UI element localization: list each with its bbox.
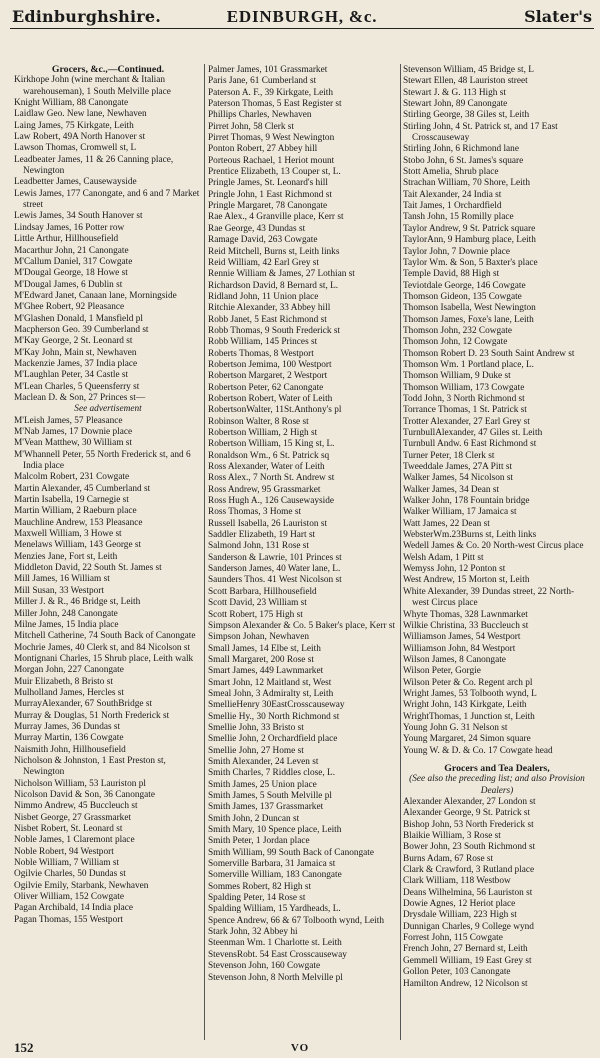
directory-entry: Paterson Thomas, 5 East Register st	[208, 99, 342, 110]
directory-entry: Laidlaw Geo. New lane, Newhaven	[14, 109, 147, 120]
directory-entry: Walker John, 178 Fountain bridge	[403, 496, 530, 507]
directory-entry: Walker William, 17 Jamaica st	[403, 507, 517, 518]
directory-entry: Mitchell Catherine, 74 South Back of Canongate	[14, 631, 196, 642]
directory-entry: Alexander Alexander, 27 London st	[403, 797, 536, 807]
directory-entry: Muir Elizabeth, 8 Bristo st	[14, 676, 113, 687]
directory-entry: Wedell James & Co. 20 North-west Circus place	[403, 541, 584, 552]
directory-entry: M'Kay John, Main st, Newhaven	[14, 347, 137, 358]
printer-signature: VO	[290, 1042, 310, 1054]
directory-entry: Thomson John, 12 Cowgate	[403, 337, 508, 348]
directory-entry: Mill Susan, 33 Westport	[14, 585, 104, 596]
directory-entry: Lewis James, 34 South Hanover st	[14, 211, 143, 222]
directory-entry: Thomson William, 9 Duke st	[403, 371, 511, 382]
directory-entry: Thomson John, 232 Cowgate	[403, 325, 512, 336]
directory-entry: Ogilvie Charles, 50 Dundas st	[14, 869, 126, 880]
directory-entry: Scott David, 23 William st	[208, 598, 307, 609]
directory-entry: Small Margaret, 200 Rose st	[208, 654, 314, 665]
directory-entry: Smith Charles, 7 Riddles close, L.	[208, 768, 336, 779]
directory-column-2	[208, 65, 398, 1043]
directory-entry: Wilkie Christina, 33 Buccleuch st	[403, 620, 529, 631]
directory-entry: Torrance Thomas, 1 St. Patrick st	[403, 405, 527, 416]
directory-entry: Stark John, 32 Abbey hi	[208, 927, 298, 938]
directory-entry: Spence Andrew, 66 & 67 Tolbooth wynd, Leith	[208, 915, 384, 926]
directory-entry: Thomson Gideon, 135 Cowgate	[403, 291, 522, 302]
directory-entry: Pringle James, St. Leonard's hill	[208, 178, 328, 189]
directory-entry: Martin Alexander, 45 Cumberland st	[14, 483, 151, 494]
directory-entry: Somerville Barbara, 31 Jamaica st	[208, 859, 336, 870]
directory-entry: Sanderson James, 40 Water lane, L.	[208, 564, 341, 575]
directory-entry: Naismith John, Hillhousefield	[14, 744, 126, 755]
directory-entry: Stevenson John, 8 North Melville pl	[208, 972, 343, 983]
directory-entry: Wilson Peter, Gorgie	[403, 666, 481, 677]
directory-entry: Murray Martin, 136 Cowgate	[14, 733, 124, 744]
directory-entry: Smith Peter, 1 Jordan place	[208, 836, 310, 847]
directory-entry: Smith James, 5 South Melville pl	[208, 791, 332, 801]
directory-entry: SmellieHenry 30EastCrosscauseway	[208, 700, 345, 711]
directory-entry: Todd John, 3 North Richmond st	[403, 393, 525, 404]
directory-entry: Montignani Charles, 15 Shrub place, Leith walk	[14, 653, 194, 664]
directory-entry: Miller John, 248 Canongate	[14, 608, 118, 619]
directory-entry: Dunnigan Charles, 9 College wynd	[403, 921, 534, 932]
directory-entry: Nisbet George, 27 Grassmarket	[14, 812, 132, 823]
directory-entry: Robinson Walter, 8 Rose st	[208, 416, 309, 427]
directory-entry: Small James, 14 Elbe st, Leith	[208, 643, 321, 654]
directory-entry: Simpson Johan, Newhaven	[208, 632, 309, 643]
directory-entry: Ogilvie Emily, Starbank, Newhaven	[14, 880, 149, 891]
directory-entry: Paris Jane, 61 Cumberland st	[208, 76, 317, 87]
directory-entry: Milne James, 15 India place	[14, 619, 119, 630]
column-rule	[400, 64, 401, 1040]
directory-entry: Robertson Robert, Water of Leith	[208, 393, 333, 404]
directory-entry: Thomson Wm. 1 Portland place, L.	[403, 359, 534, 370]
directory-entry: M'Leish James, 57 Pleasance	[14, 415, 123, 426]
directory-entry: Middleton David, 22 South St. James st	[14, 563, 162, 574]
directory-entry: Strachan William, 70 Shore, Leith	[403, 178, 531, 189]
directory-entry: TurnbullAlexander, 47 Giles st. Leith	[403, 428, 543, 438]
directory-entry: Robertson Jemima, 100 Westport	[208, 359, 332, 370]
directory-entry: Williamson John, 84 Westport	[403, 643, 516, 654]
directory-entry: M'Vean Matthew, 30 William st	[14, 438, 133, 449]
directory-entry: Smellie John, 33 Bristo st	[208, 722, 304, 733]
directory-entry: Noble Robert, 94 Westport	[14, 846, 114, 857]
directory-entry: Lewis James, 177 Canongate, and 6 and 7 Market street	[14, 188, 200, 211]
directory-entry: Mulholland James, Hercles st	[14, 687, 124, 698]
directory-entry: Malcolm Robert, 231 Cowgate	[14, 472, 130, 483]
directory-entry: Thomson Isabella, West Newington	[403, 303, 536, 314]
page-header	[10, 4, 594, 29]
directory-entry: Smeal John, 3 Admiralty st, Leith	[208, 688, 334, 699]
directory-entry: White Alexander, 39 Dundas street, 22 North-west Circus place	[403, 586, 575, 609]
directory-entry: Wright James, 53 Tolbooth wynd, L	[403, 688, 537, 699]
directory-entry: Leadbeater James, 11 & 26 Canning place, Newington	[14, 154, 174, 177]
directory-entry: Nimmo Andrew, 45 Buccleuch st	[14, 801, 138, 812]
directory-entry: Kirkhope John (wine merchant & Italian warehouseman), 1 South Melville place	[14, 75, 171, 97]
directory-entry: Stevenson William, 45 Bridge st, L	[403, 65, 534, 75]
directory-entry: Smith William, 99 South Back of Canongate	[208, 847, 375, 858]
directory-entry: M'Ghee Robert, 92 Pleasance	[14, 302, 125, 313]
directory-entry: Laing James, 75 Kirkgate, Leith	[14, 120, 134, 131]
directory-entry: M'Lean Charles, 5 Queensferry st	[14, 381, 140, 392]
directory-entry: Thomson Robert D. 23 South Saint Andrew st	[403, 348, 575, 359]
directory-column-3	[403, 65, 591, 1043]
directory-entry: Palmer James, 101 Grassmarket	[208, 65, 328, 75]
section-note: (See also the preceding list; and also Provision Dealers)	[409, 774, 585, 796]
directory-entry: Ramage David, 263 Cowgate	[208, 235, 318, 246]
directory-entry: Morgan John, 227 Canongate	[14, 665, 124, 676]
directory-entry: Robb Janet, 5 East Richmond st	[208, 314, 327, 325]
directory-entry: Stevenson John, 160 Cowgate	[208, 961, 321, 972]
directory-entry: Thomson James, Foxe's lane, Leith	[403, 314, 534, 325]
directory-entry: Smith James, 25 Union place	[208, 779, 317, 790]
directory-entry: WebsterWm.23Burns st, Leith links	[403, 530, 537, 541]
directory-entry: Maxwell William, 3 Howe st	[14, 529, 122, 540]
directory-entry: Taylor John, 7 Downie place	[403, 246, 511, 257]
directory-entry: Alexander George, 9 St. Patrick st	[403, 808, 531, 819]
directory-entry: Pagan Archibald, 14 India place	[14, 903, 134, 914]
directory-entry: West Andrew, 15 Morton st, Leith	[403, 575, 530, 586]
section-title: Grocers, &c.,—Continued.	[51, 64, 165, 75]
directory-entry: Turnbull Andw. 6 East Richmond st	[403, 439, 537, 450]
directory-entry: Scott Barbara, Hillhousefield	[208, 586, 317, 597]
directory-entry: Nicolson David & Son, 36 Canongate	[14, 790, 155, 800]
directory-entry: Smith Alexander, 24 Leven st	[208, 756, 319, 767]
directory-entry: Young W. & D. & Co. 17 Cowgate head	[403, 745, 553, 756]
directory-entry: Leadbetter James, Causewayside	[14, 177, 137, 188]
directory-entry: Saunders Thos. 41 West Nicolson st	[208, 575, 342, 586]
directory-entry: Taylor Wm. & Son, 5 Baxter's place	[403, 257, 538, 268]
column-rule	[204, 64, 205, 1040]
directory-entry: Miller J. & R., 46 Bridge st, Leith	[14, 597, 141, 608]
advertisement-note: See advertisement	[74, 404, 142, 415]
directory-entry: Ross Alex., 7 North St. Andrew st	[208, 473, 335, 484]
county-heading: Edinburghshire.	[12, 7, 162, 26]
directory-entry: Watt James, 22 Dean st	[403, 518, 490, 529]
directory-entry: Mackenzie James, 37 India place	[14, 358, 138, 369]
directory-entry: Rae George, 43 Dundas st	[208, 223, 306, 234]
directory-entry: Rennie William & James, 27 Lothian st	[208, 269, 355, 280]
directory-entry: Spalding William, 15 Yardheads, L.	[208, 904, 341, 915]
directory-entry: Knight William, 88 Canongate	[14, 98, 129, 109]
directory-entry: Murray & Douglas, 51 North Frederick st	[14, 710, 170, 721]
page-number: 152	[14, 1040, 34, 1055]
directory-entry: Robertson Peter, 62 Canongate	[208, 382, 324, 393]
directory-column-1	[14, 64, 202, 1042]
directory-entry: Gollon Peter, 103 Canongate	[403, 967, 511, 978]
directory-entry: M'Nab James, 17 Downie place	[14, 427, 133, 437]
directory-entry: Phillips Charles, Newhaven	[208, 110, 312, 121]
directory-entry: Steenman Wm. 1 Charlotte st. Leith	[208, 938, 342, 949]
directory-entry: Maclean D. & Son, 27 Princes st—	[14, 392, 146, 403]
directory-entry: Tweeddale James, 27A Pitt st	[403, 462, 513, 473]
directory-entry: Martin William, 2 Raeburn place	[14, 506, 137, 517]
directory-entry: Russell Isabella, 26 Lauriston st	[208, 518, 328, 529]
directory-entry: Pringle John, 1 East Richmond st	[208, 189, 332, 200]
directory-entry: Macarthur John, 21 Canongate	[14, 245, 129, 256]
directory-entry: Ross Andrew, 95 Grassmarket	[208, 484, 321, 495]
directory-entry: Martin Isabella, 19 Carnegie st	[14, 495, 129, 506]
directory-entry: Smellie John, 27 Home st	[208, 745, 304, 756]
directory-entry: Turner Peter, 18 Clerk st	[403, 450, 495, 461]
directory-entry: Hamilton Andrew, 12 Nicolson st	[403, 978, 528, 989]
directory-entry: M'Kay George, 2 St. Leonard st	[14, 336, 133, 347]
directory-entry: Robb William, 145 Princes st	[208, 337, 318, 348]
directory-entry: Wright John, 143 Kirkgate, Leith	[403, 700, 527, 711]
directory-entry: Robb Thomas, 9 South Frederick st	[208, 325, 341, 336]
directory-entry: Sanderson & Lawrie, 101 Princes st	[208, 552, 342, 563]
directory-entry: Welsh Adam, 1 Pitt st	[403, 552, 484, 563]
directory-entry: Wemyss John, 12 Ponton st	[403, 564, 506, 575]
publisher-heading: Slater's	[524, 7, 592, 26]
directory-entry: Ponton Robert, 27 Abbey hill	[208, 144, 318, 155]
directory-entry: Sommes Robert, 82 High st	[208, 881, 312, 892]
directory-entry: Rae Alex., 4 Granville place, Kerr st	[208, 212, 344, 223]
directory-entry: M'Whannell Peter, 55 North Frederick st, and 6 India place	[14, 449, 191, 472]
directory-entry: Stirling John, 4 St. Patrick st, and 17 East Crosscauseway	[403, 121, 558, 144]
directory-entry: Pirret John, 58 Clerk st	[208, 121, 294, 132]
directory-entry: Prentice Elizabeth, 13 Couper st, L.	[208, 167, 341, 178]
directory-entry: Robertson William, 15 King st, L.	[208, 439, 335, 450]
directory-entry: French John, 27 Bernard st, Leith	[403, 944, 528, 955]
directory-entry: Tait Alexander, 24 India st	[403, 189, 502, 200]
directory-entry: Dowie Agnes, 12 Heriot place	[403, 899, 516, 910]
directory-entry: Stobo John, 6 St. James's square	[403, 155, 524, 166]
directory-entry: Smellie John, 2 Orchardfield place	[208, 734, 338, 745]
directory-entry: Lindsay James, 16 Potter row	[14, 222, 125, 233]
directory-entry: Deans Wilhelmina, 56 Lauriston st	[403, 887, 533, 898]
directory-entry: Smith John, 2 Duncan st	[208, 813, 300, 824]
directory-entry: Lawson Thomas, Cromwell st, L	[14, 143, 137, 154]
directory-entry: Teviotdale George, 146 Cowgate	[403, 280, 526, 291]
directory-entry: Taylor Andrew, 9 St. Patrick square	[403, 223, 536, 234]
directory-entry: Stirling George, 38 Giles st, Leith	[403, 110, 530, 121]
directory-entry: Murray James, 36 Dundas st	[14, 721, 121, 732]
directory-entry: Ross Alexander, Water of Leith	[208, 462, 325, 473]
directory-entry: Smith James, 137 Grassmarket	[208, 802, 324, 813]
directory-entry: Temple David, 88 High st	[403, 269, 500, 280]
directory-entry: Somerville William, 183 Canongate	[208, 870, 342, 881]
directory-entry: Smart John, 12 Maitland st, West	[208, 677, 332, 688]
directory-entry: Wilson Peter & Co. Regent arch pl	[403, 677, 533, 688]
directory-entry: Saddler Elizabeth, 19 Hart st	[208, 530, 316, 541]
directory-entry: Robertson Margaret, 2 Westport	[208, 371, 328, 382]
directory-entry: Reid Mitchell, Burns st, Leith links	[208, 246, 340, 257]
directory-entry: Stewart John, 89 Canongate	[403, 99, 508, 110]
directory-entry: Salmond John, 131 Rose st	[208, 541, 309, 552]
directory-entry: Clark & Crawford, 3 Rutland place	[403, 865, 535, 876]
directory-entry: Stewart Ellen, 48 Lauriston street	[403, 76, 528, 87]
directory-entry: M'Dougal James, 6 Dublin st	[14, 279, 123, 290]
directory-entry: Tait James, 1 Orchardfield	[403, 201, 502, 212]
directory-entry: Young Margaret, 24 Simon square	[403, 734, 531, 745]
directory-entry: Williamson James, 54 Westport	[403, 632, 521, 643]
section-title: Grocers and Tea Dealers,	[444, 762, 550, 774]
directory-entry: Ritchie Alexander, 33 Abbey hill	[208, 303, 331, 314]
directory-entry: Gemmell William, 19 East Grey st	[403, 955, 532, 966]
directory-entry: Pagan Thomas, 155 Westport	[14, 914, 123, 925]
directory-entry: Menelaws William, 143 George st	[14, 540, 142, 551]
directory-entry: Young John G. 31 Nelson st	[403, 722, 508, 733]
directory-entry: Trotter Alexander, 27 Earl Grey st	[403, 416, 530, 427]
directory-entry: Robertson William, 2 High st	[208, 428, 318, 438]
directory-entry: Blaikie William, 3 Rose st	[403, 831, 501, 842]
directory-entry: Walker James, 54 Nicolson st	[403, 473, 514, 484]
directory-entry: Noble William, 7 William st	[14, 858, 120, 869]
directory-entry: Nicholson & Johnston, 1 East Preston st, Newington	[14, 755, 166, 778]
directory-entry: Menzies Jane, Fort st, Leith	[14, 551, 118, 562]
directory-entry: Stewart J. & G. 113 High st	[403, 87, 506, 98]
directory-entry: Burns Adam, 67 Rose st	[403, 853, 494, 864]
directory-entry: Bower John, 23 South Richmond st	[403, 842, 536, 853]
directory-entry: Mill James, 16 William st	[14, 574, 110, 585]
directory-entry: Porteous Rachael, 1 Heriot mount	[208, 155, 335, 166]
directory-entry: Mauchline Andrew, 153 Pleasance	[14, 517, 143, 528]
directory-entry: Oliver William, 152 Cowgate	[14, 892, 124, 903]
directory-entry: M'Callum Daniel, 317 Cowgate	[14, 256, 133, 267]
directory-entry: Whyte Thomas, 328 Lawnmarket	[403, 609, 528, 620]
directory-entry: MurrayAlexander, 67 SouthBridge st	[14, 699, 153, 710]
town-heading: EDINBURGH, &c.	[226, 7, 378, 26]
directory-entry: Ridland John, 11 Union place	[208, 291, 319, 302]
directory-entry: Smart James, 449 Lawnmarket	[208, 666, 324, 677]
directory-entry: Richardson David, 8 Bernard st, L.	[208, 280, 339, 291]
directory-entry: Smith Mary, 10 Spence place, Leith	[208, 825, 342, 836]
directory-entry: Thomson William, 173 Cowgate	[403, 382, 525, 393]
directory-entry: Law Robert, 49A North Hanover st	[14, 132, 146, 143]
directory-entry: Pringle Margaret, 78 Canongate	[208, 201, 328, 212]
directory-entry: M'Glashen Donald, 1 Mansfield pl	[14, 313, 143, 324]
directory-entry: Little Arthur, Hillhousefield	[14, 234, 119, 245]
directory-entry: Stirling John, 6 Richmond lane	[403, 144, 519, 155]
directory-entry: Bishop John, 53 North Frederick st	[403, 819, 534, 830]
directory-entry: Ross Hugh A., 126 Causewayside	[208, 496, 335, 507]
directory-entry: Reid William, 42 Earl Grey st	[208, 257, 319, 268]
directory-entry: Ross Thomas, 3 Home st	[208, 507, 302, 518]
directory-entry: Smellie Hy., 30 North Richmond st	[208, 711, 340, 722]
directory-entry: Tansh John, 15 Romilly place	[403, 212, 514, 223]
directory-entry: WrightThomas, 1 Junction st, Leith	[403, 711, 535, 722]
directory-entry: Wilson James, 8 Canongate	[403, 654, 506, 665]
directory-entry: Mochrie James, 40 Clerk st, and 84 Nicolson st	[14, 642, 191, 653]
directory-entry: M'Laughlan Peter, 34 Castle st	[14, 370, 129, 381]
directory-entry: TaylorAnn, 9 Hamburg place, Leith	[403, 235, 536, 246]
directory-entry: Nicholson William, 53 Lauriston pl	[14, 778, 146, 789]
directory-entry: Clark William, 118 Westbow	[403, 876, 511, 887]
directory-entry: Simpson Alexander & Co. 5 Baker's place, Kerr st	[208, 620, 396, 631]
directory-entry: M'Edward Janet, Canaan lane, Morningside	[14, 290, 177, 301]
directory-entry: Noble James, 1 Claremont place	[14, 835, 135, 846]
directory-entry: Roberts Thomas, 8 Westport	[208, 348, 314, 359]
directory-entry: Pirret Thomas, 9 West Newington	[208, 133, 335, 144]
directory-entry: Spalding Peter, 14 Rose st	[208, 893, 306, 904]
directory-entry: Forrest John, 115 Cowgate	[403, 933, 503, 944]
directory-entry: Walker James, 34 Dean st	[403, 484, 500, 495]
directory-entry: Paterson A. F., 39 Kirkgate, Leith	[208, 87, 334, 98]
directory-entry: Scott Robert, 175 High st	[208, 609, 303, 620]
directory-entry: Ronaldson Wm., 6 St. Patrick sq	[208, 450, 330, 461]
directory-entry: Drysdale William, 223 High st	[403, 910, 517, 921]
directory-entry: RobertsonWalter, 11St.Anthony's pl	[208, 405, 342, 416]
directory-entry: Stott Amelia, Shrub place	[403, 167, 499, 178]
directory-entry: StevensRobt. 54 East Crosscauseway	[208, 949, 347, 960]
directory-entry: Nisbet Robert, St. Leonard st	[14, 824, 123, 835]
directory-entry: M'Dougal George, 18 Howe st	[14, 268, 128, 279]
directory-entry: Macpherson Geo. 39 Cumberland st	[14, 324, 149, 335]
